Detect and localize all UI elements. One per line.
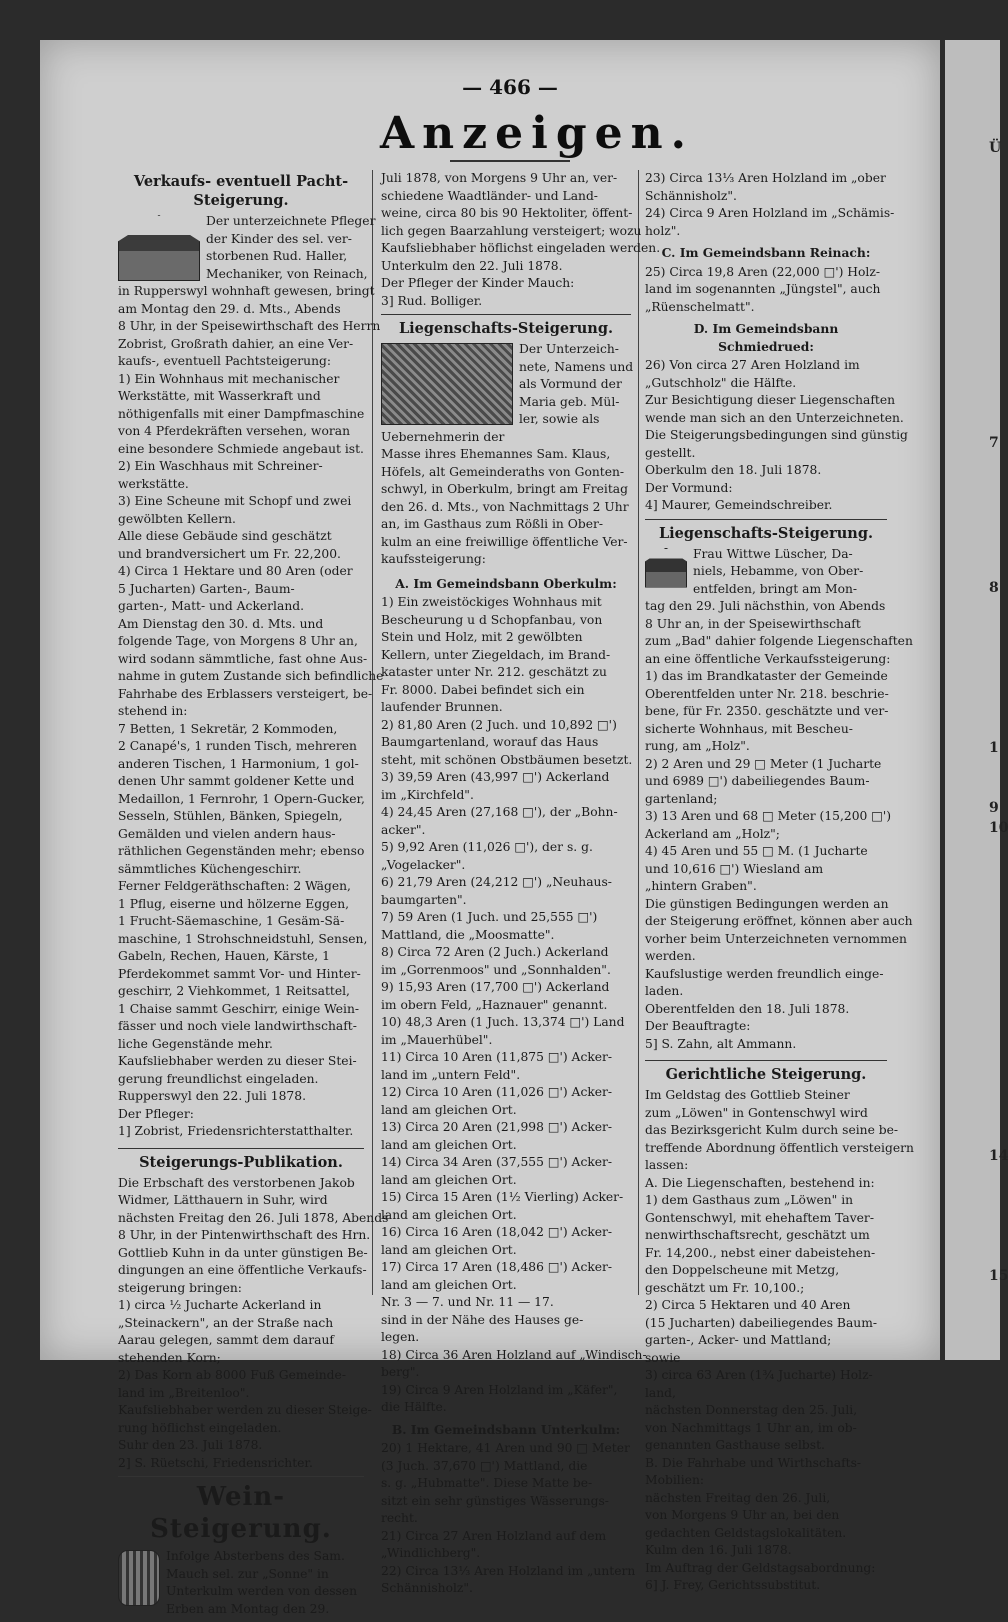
ad-body <box>645 264 887 317</box>
text-line: land am gleichen Ort. <box>381 1242 517 1257</box>
text-line: Fr. 14,200., nebst einer dabeistehen- <box>645 1245 876 1260</box>
text-line: Die Erbschaft des verstorbenen Jakob <box>118 1175 355 1190</box>
text-line: land am gleichen Ort. <box>381 1137 517 1152</box>
text-line: berg". <box>381 1365 420 1379</box>
text-line: sämmtliches Küchengeschirr. <box>118 861 302 876</box>
text-line: sicherte Wohnhaus, mit Bescheu- <box>645 721 853 736</box>
text-line: Gabeln, Rechen, Hauen, Kärste, 1 <box>118 949 330 963</box>
text-line: nächsten Donnerstag den 25. Juli, <box>645 1403 858 1417</box>
ad-title: Steigerungs-Publikation. <box>139 1153 343 1171</box>
text-line: Kaufsliebhaber werden zu dieser Steige- <box>118 1403 372 1417</box>
section-heading: B. Im Gemeindsbann Unterkulm: <box>391 1421 621 1437</box>
strip-mark: 1 <box>989 740 999 756</box>
text-line: 15) Circa 15 Aren (1½ Vierling) Acker- <box>381 1190 624 1204</box>
text-line: Alle diese Gebäude sind geschätzt <box>118 529 332 543</box>
text-line: 4] Maurer, Gemeindschreiber. <box>645 498 833 512</box>
text-line: entfelden, bringt am Mon- <box>693 581 858 596</box>
text-line: Stein und Holz, mit 2 gewölbten <box>381 630 583 644</box>
strip-mark: 7 <box>989 435 999 451</box>
text-line: 2) Ein Waschhaus mit Schreiner- <box>118 459 323 473</box>
text-line: Der Pfleger der Kinder Mauch: <box>381 276 575 290</box>
text-line: Im Auftrag der Geldstagsabordnung: <box>645 1560 876 1575</box>
text-line: 1] Zobrist, Friedensrichterstatthalter. <box>118 1124 354 1138</box>
text-line: (15 Jucharten) dabeiliegendes Baum- <box>645 1315 878 1330</box>
text-line: 3] Rud. Bolliger. <box>381 293 483 308</box>
text-line: fässer und noch viele landwirthschaft- <box>118 1019 357 1033</box>
text-line: Oberkulm den 18. Juli 1878. <box>645 463 822 477</box>
text-line: niels, Hebamme, von Ober- <box>693 564 864 578</box>
text-line: recht. <box>381 1511 418 1525</box>
text-line: 5] S. Zahn, alt Ammann. <box>645 1036 797 1051</box>
text-line: 2] S. Rüetschi, Friedensrichter. <box>118 1455 313 1470</box>
strip-mark: 9 <box>989 800 999 816</box>
text-line: gestellt. <box>645 445 696 460</box>
text-line: den Doppelscheune mit Metzg, <box>645 1263 840 1277</box>
ad-body <box>381 1440 636 1598</box>
ad-body <box>381 594 647 1417</box>
text-line: laufender Brunnen. <box>381 700 503 714</box>
text-line: Der Pfleger: <box>118 1106 194 1121</box>
text-line: im „Gorrenmoos" und „Sonnhalden". <box>381 962 611 977</box>
text-line: gerung freundlichst eingeladen. <box>118 1071 319 1086</box>
text-line: und 6989 □') dabeiliegendes Baum- <box>645 774 870 788</box>
text-line: Zobrist, Großrath dahier, an eine Ver- <box>118 336 354 351</box>
strip-mark: Ü <box>989 140 1002 156</box>
text-line: Infolge Absterbens des Sam. <box>166 1549 345 1563</box>
text-line: ler, sowie als <box>519 412 600 426</box>
text-line: Schännisholz". <box>381 1581 473 1595</box>
text-line: Ackerland am „Holz"; <box>645 826 780 841</box>
text-line: nete, Namens und <box>519 359 634 374</box>
text-line: 5) 9,92 Aren (11,026 □'), der s. g. <box>381 840 593 854</box>
text-line: 20) 1 Hektare, 41 Aren und 90 □ Meter <box>381 1441 630 1455</box>
text-line: 13) Circa 20 Aren (21,998 □') Acker- <box>381 1120 613 1134</box>
text-line: wird sodann sämmtliche, fast ohne Aus- <box>118 651 368 666</box>
text-line: am Montag den 29. d. Mts., Abends <box>118 301 341 316</box>
text-line: Kellern, unter Ziegeldach, im Brand- <box>381 647 611 662</box>
text-line: kataster unter Nr. 212. geschätzt zu <box>381 665 607 679</box>
text-line: 5 Jucharten) Garten-, Baum- <box>118 581 295 596</box>
text-line: lassen: <box>645 1158 689 1172</box>
text-line: Kaufslustige werden freundlich einge- <box>645 966 884 981</box>
text-line: Der Vormund: <box>645 480 733 495</box>
text-line: nächsten Freitag den 26. Juli, <box>645 1490 831 1505</box>
title-rule <box>450 160 570 162</box>
text-line: stehenden Korn; <box>118 1350 221 1365</box>
text-line: denen Uhr sammt goldener Kette und <box>118 774 355 788</box>
text-line: Uebernehmerin der <box>381 429 505 444</box>
ad-title: Liegenschafts-Steigerung. <box>658 524 874 542</box>
ad-title: Gerichtliche Steigerung. <box>665 1066 867 1083</box>
text-line: Bescheurung u d Schopfanbau, von <box>381 612 603 627</box>
text-line: rung höflichst eingeladen. <box>118 1420 282 1435</box>
text-line: storbenen Rud. Haller, <box>206 249 348 263</box>
text-line: Widmer, Lätthauern in Suhr, wird <box>118 1193 328 1207</box>
text-line: Nr. 3 — 7. und Nr. 11 — 17. <box>381 1295 554 1309</box>
section-heading: A. Im Gemeindsbann Oberkulm: <box>395 575 617 591</box>
text-line: 2 Canapé's, 1 runden Tisch, mehreren <box>118 739 357 753</box>
text-line: im „Kirchfeld". <box>381 787 474 802</box>
text-line: die Hälfte. <box>381 1400 447 1414</box>
text-line: gedachten Geldstagslokalitäten. <box>645 1525 847 1540</box>
text-line: schiedene Waadtländer- und Land- <box>381 188 598 203</box>
text-line: Mobilien: <box>645 1473 705 1487</box>
strip-mark: 14 <box>989 1148 1008 1164</box>
text-line: 2) Circa 5 Hektaren und 40 Aren <box>645 1298 851 1312</box>
text-line: „Steinackern", an der Straße nach <box>118 1315 334 1330</box>
text-line: tag den 29. Juli nächsthin, von Abends <box>645 599 886 613</box>
text-line: acker". <box>381 822 426 837</box>
text-line: treffende Abordnung öffentlich versteigern <box>645 1140 914 1155</box>
text-line: gartenland; <box>645 791 718 806</box>
text-line: stehend in: <box>118 704 188 718</box>
ad-separator <box>118 1476 364 1477</box>
text-line: weine, circa 80 bis 90 Hektoliter, öffent- <box>381 206 633 220</box>
column-divider <box>638 170 639 1295</box>
text-line: „Rüenschelmatt". <box>645 299 755 314</box>
text-line: 3) circa 63 Aren (1¾ Jucharte) Holz- <box>645 1368 873 1382</box>
text-line: 1) das im Brandkataster der Gemeinde <box>645 669 888 683</box>
text-line: 1) dem Gasthaus zum „Löwen" in <box>645 1193 854 1207</box>
text-line: Der unterzeichnete Pfleger <box>206 214 376 228</box>
text-line: Fr. 8000. Dabei befindet sich ein <box>381 682 585 697</box>
ad-title: Wein-Steigerung. <box>150 1482 332 1544</box>
text-line: Pferdekommet sammt Vor- und Hinter- <box>118 966 361 981</box>
text-line: Frau Wittwe Lüscher, Da- <box>693 546 853 561</box>
text-line: B. Die Fahrhabe und Wirthschafts- <box>645 1455 862 1470</box>
text-line: anderen Tischen, 1 Harmonium, 1 gol- <box>118 756 359 771</box>
text-line: 2) 81,80 Aren (2 Juch. und 10,892 □') <box>381 717 617 732</box>
ad-separator <box>645 1060 887 1061</box>
text-line: 1 Chaise sammt Geschirr, einige Wein- <box>118 1001 360 1016</box>
text-line: in Rupperswyl wohnhaft gewesen, bringt <box>118 284 375 298</box>
text-line: 9) 15,93 Aren (17,700 □') Ackerland <box>381 980 610 994</box>
text-line: Kulm den 16. Juli 1878. <box>645 1543 792 1557</box>
text-line: liche Gegenstände mehr. <box>118 1036 273 1051</box>
text-line: Der Unterzeich- <box>519 342 619 356</box>
text-line: Werkstätte, mit Wasserkraft und <box>118 389 321 403</box>
text-line: „Vogelacker". <box>381 857 466 872</box>
text-line: Juli 1878, von Morgens 9 Uhr an, ver- <box>381 171 618 185</box>
text-line: 1 Frucht-Säemaschine, 1 Gesäm-Sä- <box>118 914 345 928</box>
text-line: sowie <box>645 1350 681 1365</box>
text-line: legen. <box>381 1330 420 1344</box>
text-line: Oberentfelden den 18. Juli 1878. <box>645 1001 850 1016</box>
text-line: 26) Von circa 27 Aren Holzland im <box>645 358 860 372</box>
text-line: genannten Gasthause selbst. <box>645 1438 825 1452</box>
text-line: im obern Feld, „Haznauer" genannt. <box>381 997 608 1012</box>
text-line: Unterkulm den 22. Juli 1878. <box>381 258 563 273</box>
text-line: kaufssteigerung: <box>381 552 486 566</box>
text-line: nahme in gutem Zustande sich befindliche <box>118 669 384 683</box>
text-line: Schännisholz". <box>645 188 737 203</box>
section-heading: D. Im Gemeindsbann Schmiedrued: <box>693 321 839 354</box>
text-line: kulm an eine freiwillige öffentliche Ver- <box>381 534 628 549</box>
text-line: baumgarten". <box>381 892 467 907</box>
text-line: 4) 24,45 Aren (27,168 □'), der „Bohn- <box>381 805 618 819</box>
text-line: schwyl, in Oberkulm, bringt am Freitag <box>381 482 628 496</box>
text-line: 17) Circa 17 Aren (18,486 □') Acker- <box>381 1260 613 1274</box>
text-line: Mechaniker, von Reinach, <box>206 266 368 281</box>
text-line: „hintern Graben". <box>645 879 757 893</box>
text-line: wende man sich an den Unterzeichneten. <box>645 410 904 425</box>
text-line: 24) Circa 9 Aren Holzland im „Schämis- <box>645 206 895 220</box>
ad-body <box>381 170 661 310</box>
ad-title: Verkaufs- eventuell Pacht-Steigerung. <box>133 173 349 209</box>
text-line: 8) Circa 72 Aren (2 Juch.) Ackerland <box>381 945 609 959</box>
estate-illustration <box>381 343 513 425</box>
text-line: werden. <box>645 949 696 963</box>
text-line: 6) 21,79 Aren (24,212 □') „Neuhaus- <box>381 875 612 889</box>
text-line: und 10,616 □') Wiesland am <box>645 861 824 876</box>
text-line: im „Mauerhübel". <box>381 1032 493 1047</box>
text-line: dingungen an eine öffentliche Verkaufs- <box>118 1263 367 1277</box>
text-line: als Vormund der <box>519 377 622 391</box>
text-line: 7) 59 Aren (1 Juch. und 25,555 □') <box>381 910 598 924</box>
text-line: nöthigenfalls mit einer Dampfmaschine <box>118 406 365 421</box>
text-line: Aarau gelegen, sammt dem darauf <box>118 1333 334 1347</box>
text-line: folgende Tage, von Morgens 8 Uhr an, <box>118 634 358 648</box>
column-2 <box>381 170 661 1602</box>
text-line: lich gegen Baarzahlung versteigert; wozu <box>381 223 642 238</box>
text-line: steht, mit schönen Obstbäumen besetzt. <box>381 752 633 767</box>
text-line: Kaufsliebhaber höflichst eingeladen werden. <box>381 241 661 255</box>
text-line: Mauch sel. zur „Sonne" in <box>166 1566 329 1581</box>
text-line: Im Geldstag des Gottlieb Steiner <box>645 1088 850 1102</box>
text-line: Die günstigen Bedingungen werden an <box>645 896 889 911</box>
text-line: „Gutschholz" die Hälfte. <box>645 375 797 390</box>
text-line: land im „untern Feld". <box>381 1067 521 1082</box>
text-line: 2) 2 Aren und 29 □ Meter (1 Jucharte <box>645 756 882 771</box>
ad-body <box>118 213 384 1141</box>
text-line: 18) Circa 36 Aren Holzland auf „Windisch- <box>381 1347 647 1362</box>
text-line: werkstätte. <box>118 476 189 491</box>
text-line: 8 Uhr, in der Speisewirthschaft des Herrn <box>118 319 381 333</box>
text-line: geschirr, 2 Viehkommet, 1 Reitsattel, <box>118 984 350 998</box>
text-line: 8 Uhr, in der Pintenwirthschaft des Hrn. <box>118 1228 371 1242</box>
text-line: bene, für Fr. 2350. geschätzte und ver- <box>645 704 889 718</box>
text-line: 2) Das Korn ab 8000 Fuß Gemeinde- <box>118 1368 346 1382</box>
ad-title: Liegenschafts-Steigerung. <box>398 320 614 337</box>
text-line: Sesseln, Stühlen, Bänken, Spiegeln, <box>118 809 343 823</box>
text-line: Rupperswyl den 22. Juli 1878. <box>118 1089 306 1103</box>
text-line: land am gleichen Ort. <box>381 1277 517 1292</box>
text-line: land am gleichen Ort. <box>381 1172 517 1187</box>
text-line: 1) Ein Wohnhaus mit mechanischer <box>118 371 340 386</box>
text-line: 3) Eine Scheune mit Schopf und zwei <box>118 494 352 508</box>
text-line: „Windlichberg". <box>381 1546 481 1560</box>
column-3 <box>645 170 914 1599</box>
text-line: 1) circa ½ Jucharte Ackerland in <box>118 1298 322 1312</box>
text-line: steigerung bringen: <box>118 1280 242 1295</box>
text-line: A. Die Liegenschaften, bestehend in: <box>645 1175 875 1190</box>
adjacent-page-strip <box>945 40 1008 1360</box>
text-line: garten-, Matt- und Ackerland. <box>118 599 305 613</box>
text-line: Kaufsliebhaber werden zu dieser Stei- <box>118 1054 357 1068</box>
text-line: Gottlieb Kuhn in da unter günstigen Be- <box>118 1245 368 1260</box>
text-line: Zur Besichtigung dieser Liegenschaften <box>645 393 896 407</box>
text-line: 8 Uhr an, in der Speisewirthschaft <box>645 616 861 631</box>
text-line: Der Beauftragte: <box>645 1019 751 1033</box>
text-line: laden. <box>645 984 684 998</box>
column-divider <box>372 170 373 1295</box>
text-line: garten-, Acker- und Mattland; <box>645 1333 832 1347</box>
text-line: räthlichen Gegenständen mehr; ebenso <box>118 844 365 858</box>
text-line: 6] J. Frey, Gerichtssubstitut. <box>645 1578 821 1592</box>
text-line: land, <box>645 1385 676 1400</box>
text-line: s. g. „Hubmatte". Diese Matte be- <box>381 1476 593 1490</box>
text-line: land am gleichen Ort. <box>381 1207 517 1222</box>
text-line: holz". <box>645 223 681 238</box>
text-line: 10) 48,3 Aren (1 Juch. 13,374 □') Land <box>381 1015 625 1029</box>
page-number: — 466 — <box>462 75 558 99</box>
text-line: Unterkulm werden von dessen <box>166 1584 358 1598</box>
text-line: nächsten Freitag den 26. Juli 1878, Abends <box>118 1210 389 1225</box>
text-line: Fahrhabe des Erblassers versteigert, be- <box>118 686 373 701</box>
strip-mark: 10 <box>989 820 1008 836</box>
text-line: Gemälden und vielen andern haus- <box>118 826 336 841</box>
text-line: land im „Breitenloo". <box>118 1385 250 1400</box>
text-line: 1 Pflug, eiserne und hölzerne Eggen, <box>118 896 350 911</box>
text-line: vorher beim Unterzeichneten vernommen <box>645 931 907 946</box>
text-line: sind in der Nähe des Hauses ge- <box>381 1312 584 1327</box>
ad-body <box>645 357 908 515</box>
text-line: 4) Circa 1 Hektare und 80 Aren (oder <box>118 564 353 578</box>
text-line: 21) Circa 27 Aren Holzland auf dem <box>381 1528 607 1543</box>
column-1 <box>118 170 389 1622</box>
text-line: land am gleichen Ort. <box>381 1102 517 1117</box>
text-line: Erben am Montag den 29. <box>166 1601 330 1616</box>
text-line: von Nachmittags 1 Uhr an, im ob- <box>645 1420 857 1435</box>
text-line: Mattland, die „Moosmatte". <box>381 927 555 942</box>
text-line: sitzt ein sehr günstiges Wässerungs- <box>381 1493 609 1508</box>
text-line: geschätzt um Fr. 10,100.; <box>645 1280 805 1295</box>
text-line: 14) Circa 34 Aren (37,555 □') Acker- <box>381 1155 613 1169</box>
text-line: 19) Circa 9 Aren Holzland im „Käfer", <box>381 1382 618 1397</box>
text-line: rung, am „Holz". <box>645 739 750 753</box>
text-line: 12) Circa 10 Aren (11,026 □') Acker- <box>381 1085 613 1099</box>
text-line: den 26. d. Mts., von Nachmittags 2 Uhr <box>381 499 629 514</box>
text-line: 7 Betten, 1 Sekretär, 2 Kommoden, <box>118 721 338 736</box>
ad-body <box>645 546 913 1054</box>
text-line: von Morgens 9 Uhr an, bei den <box>645 1508 840 1522</box>
text-line: 3) 39,59 Aren (43,997 □') Ackerland <box>381 770 610 784</box>
text-line: Medaillon, 1 Fernrohr, 1 Opern-Gucker, <box>118 791 365 806</box>
strip-mark: 15 <box>989 1268 1008 1284</box>
text-line: an, im Gasthaus zum Rößli in Ober- <box>381 517 604 531</box>
text-line: das Bezirksgericht Kulm durch seine be- <box>645 1123 899 1137</box>
ad-separator <box>645 519 887 520</box>
barrel-illustration <box>118 1550 160 1606</box>
text-line: der Steigerung eröffnet, können aber auch <box>645 914 913 928</box>
text-line: der Kinder des sel. ver- <box>206 231 352 246</box>
text-line: Masse ihres Ehemannes Sam. Klaus, <box>381 447 611 461</box>
text-line: 1) Ein zweistöckiges Wohnhaus mit <box>381 595 602 609</box>
text-line: zum „Löwen" in Gontenschwyl wird <box>645 1105 868 1120</box>
text-line: Gontenschwyl, mit ehehaftem Taver- <box>645 1210 874 1225</box>
ad-separator <box>118 1148 364 1149</box>
text-line: Baumgartenland, worauf das Haus <box>381 735 599 749</box>
text-line: Maria geb. Mül- <box>519 394 620 409</box>
text-line: eine besondere Schmiede angebaut ist. <box>118 441 364 456</box>
ad-body <box>645 1087 914 1595</box>
ad-body <box>118 1175 389 1473</box>
text-line: (3 Juch. 37,670 □') Mattland, die <box>381 1458 588 1473</box>
text-line: Die Steigerungsbedingungen sind günstig <box>645 428 908 442</box>
text-line: Oberentfelden unter Nr. 218. beschrie- <box>645 686 889 701</box>
text-line: nenwirthschaftsrecht, geschätzt um <box>645 1228 870 1242</box>
text-line: Ferner Feldgeräthschaften: 2 Wägen, <box>118 879 351 893</box>
text-line: 3) 13 Aren und 68 □ Meter (15,200 □') <box>645 809 892 823</box>
text-line: Am Dienstag den 30. d. Mts. und <box>118 616 324 631</box>
text-line: maschine, 1 Strohschneidstuhl, Sensen, <box>118 931 368 946</box>
text-line: Suhr den 23. Juli 1878. <box>118 1438 263 1452</box>
text-line: an eine öffentliche Verkaufssteigerung: <box>645 651 891 666</box>
text-line: 11) Circa 10 Aren (11,875 □') Acker- <box>381 1050 613 1064</box>
text-line: Höfels, alt Gemeinderaths von Gonten- <box>381 464 625 479</box>
page-title: Anzeigen. <box>380 108 694 159</box>
text-line: 4) 45 Aren und 55 □ M. (1 Jucharte <box>645 844 868 858</box>
text-line: 16) Circa 16 Aren (18,042 □') Acker- <box>381 1225 613 1239</box>
text-line: land im sogenannten „Jüngstel", auch <box>645 282 881 296</box>
ad-body <box>645 170 895 240</box>
text-line: 22) Circa 13⅓ Aren Holzland im „untern <box>381 1563 636 1578</box>
section-heading: C. Im Gemeindsbann Reinach: <box>661 245 871 260</box>
text-line: 25) Circa 19,8 Aren (22,000 □') Holz- <box>645 264 880 279</box>
text-line: und brandversichert um Fr. 22,200. <box>118 546 341 561</box>
ad-separator <box>381 314 631 315</box>
text-line: zum „Bad" dahier folgende Liegenschaften <box>645 634 913 648</box>
text-line: 23) Circa 13⅓ Aren Holzland im „ober <box>645 171 886 185</box>
text-line: von 4 Pferdekräften versehen, woran <box>118 424 350 438</box>
text-line: gewölbten Kellern. <box>118 511 236 526</box>
text-line: kaufs-, eventuell Pachtsteigerung: <box>118 354 332 368</box>
strip-mark: 8 <box>989 580 999 596</box>
